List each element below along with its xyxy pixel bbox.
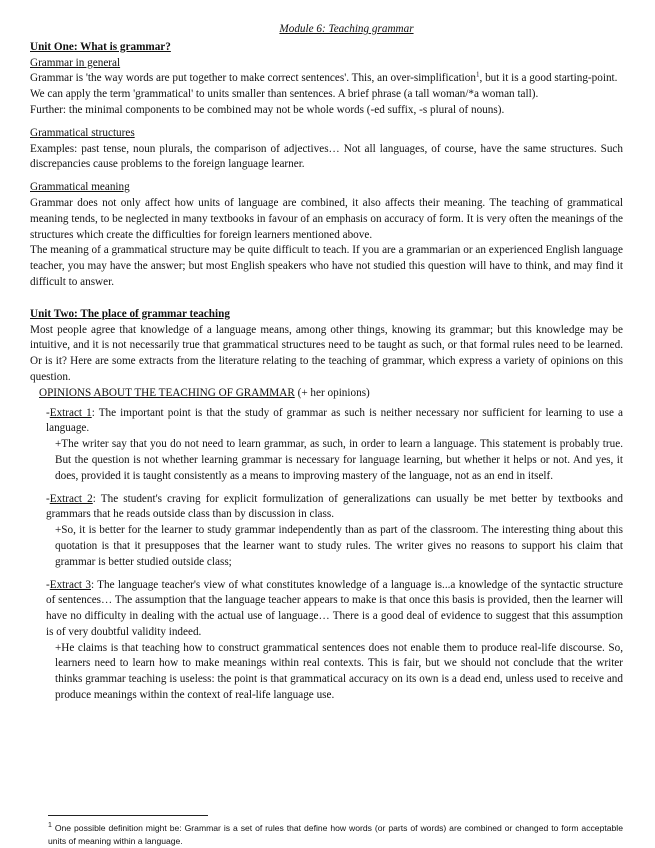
extract-label: Extract 3 [49, 578, 91, 591]
footnote-reference[interactable]: 1 [475, 70, 480, 79]
extract-label: Extract 2 [49, 492, 93, 505]
unit-one-heading: Unit One: What is grammar? [30, 40, 171, 53]
opinions-heading [39, 386, 623, 402]
paragraph: Examples: past tense, noun plurals, the comparison of adjectives… Not all languages, of course, have the same structures. Such discrepancies cause problems to the foreign language learner. [30, 142, 623, 171]
unit-two-heading: Unit Two: The place of grammar teaching [30, 307, 230, 320]
extract-quote: -Extract 1: The important point is that the study of grammar as such is neither necessary nor sufficient for learning to use a language. [46, 406, 623, 435]
document-page [30, 22, 623, 704]
extract-text: : The important point is that the study of grammar as such is neither necessary nor sufficient for learning to use a language. [46, 406, 623, 435]
extract-quote: -Extract 3: The language teacher's view of what constitutes knowledge of a language is...a knowledge of the syntactic structure of sentences… The assumption that the language teacher appears to make is that once this basis is provided, then the learner will have no difficulty in dealing with the actual use of language… There is a good deal of evidence to suggest that this assumption is of very doubtful validity indeed. [46, 578, 623, 638]
paragraph: Grammar does not only affect how units of language are combined, it also affects their meaning. The teaching of grammatical meaning tends, to be neglected in many textbooks in favour of an emphasis on accuracy of form. It is very often the meanings of the structures which create the difficulties for foreign learners mentioned above. [30, 196, 623, 241]
extract-text: : The student's craving for explicit formulization of generalizations can usually be met better by textbooks and grammars that he reads outside class than by discussion in class. [46, 492, 623, 521]
extract-comment: +So, it is better for the learner to study grammar independently than as part of the classroom. The interesting thing about this quotation is that it presupposes that the learner want to study rules. The writer gives no reasons to support his claim that grammar is better studied outside class; [55, 524, 623, 568]
extract-comment: +The writer say that you do not need to learn grammar, as such, in order to learn a language. This statement is probably true. But the question is not whether learning grammar is necessary for language learning, but whether it helps or not. And yes, it does, provided it is taught consistently as a means to improving mastery of the language, not as an end in itself. [55, 438, 623, 482]
section-heading-grammatical-meaning: Grammatical meaning [30, 181, 130, 194]
footnote-divider [48, 815, 208, 816]
opinions-note: (+ her opinions) [294, 386, 370, 399]
page-title: Module 6: Teaching grammar [279, 23, 414, 35]
extract-text: : The language teacher's view of what constitutes knowledge of a language is...a knowledge of the syntactic structure of sentences… The assumption that the language teacher appears to make is that once this basis is provided, then the learner will have no difficulty in dealing with the actual use of language… There is a good deal of evidence to suggest that this assumption is of very doubtful validity indeed. [46, 578, 623, 638]
footnote-text: One possible definition might be: Grammar is a set of rules that define how words (or parts of words) are combined or changed to form acceptable units of meaning within a language. [48, 823, 623, 846]
paragraph: Further: the minimal components to be combined may not be whole words (-ed suffix, -s plural of nouns). [30, 103, 505, 116]
extract-comment: +He claims is that teaching how to construct grammatical sentences does not enable them to produce real-life discourse. So, learners need to learn how to make meanings within real contexts. This is fair, but we should not conclude that the writer thinks grammar teaching is useless: the point is that grammatical accuracy on its own is a dead end, unless used to receive and produce meanings within the context of real-life language use. [55, 641, 623, 702]
footnote [48, 822, 623, 848]
paragraph: Most people agree that knowledge of a language means, among other things, knowing its grammar; but this knowledge may be intuitive, and it is not necessarily true that grammatical structures need to be taught as such, or that formal rules need to be learned. Or is it? Here are some extracts from the literature relating to the teaching of grammar, which express a variety of opinions on this question. [30, 323, 623, 383]
paragraph: The meaning of a grammatical structure may be quite difficult to teach. If you are a grammarian or an experienced English language teacher, you may have the answer; but most English speakers who have not studied this question will have to think, and may find it difficult to answer. [30, 244, 623, 288]
section-heading-grammatical-structures: Grammatical structures [30, 126, 135, 139]
paragraph-text: , but it is a good starting-point. [479, 72, 618, 85]
extract-quote: -Extract 2: The student's craving for explicit formulization of generalizations can usually be met better by textbooks and grammars that he reads outside class than by discussion in class. [46, 492, 623, 521]
section-heading-grammar-in-general: Grammar in general [30, 56, 121, 69]
extract-label: Extract 1 [49, 406, 92, 419]
paragraph-text: Grammar is 'the way words are put together to make correct sentences'. This, an over-simplification [30, 72, 476, 85]
opinions-title: OPINIONS ABOUT THE TEACHING OF GRAMMAR [39, 386, 295, 399]
paragraph [30, 71, 623, 87]
footnote-marker: 1 [48, 822, 52, 830]
paragraph: We can apply the term 'grammatical' to units smaller than sentences. A brief phrase (a tall woman/*a woman tall). [30, 88, 539, 101]
